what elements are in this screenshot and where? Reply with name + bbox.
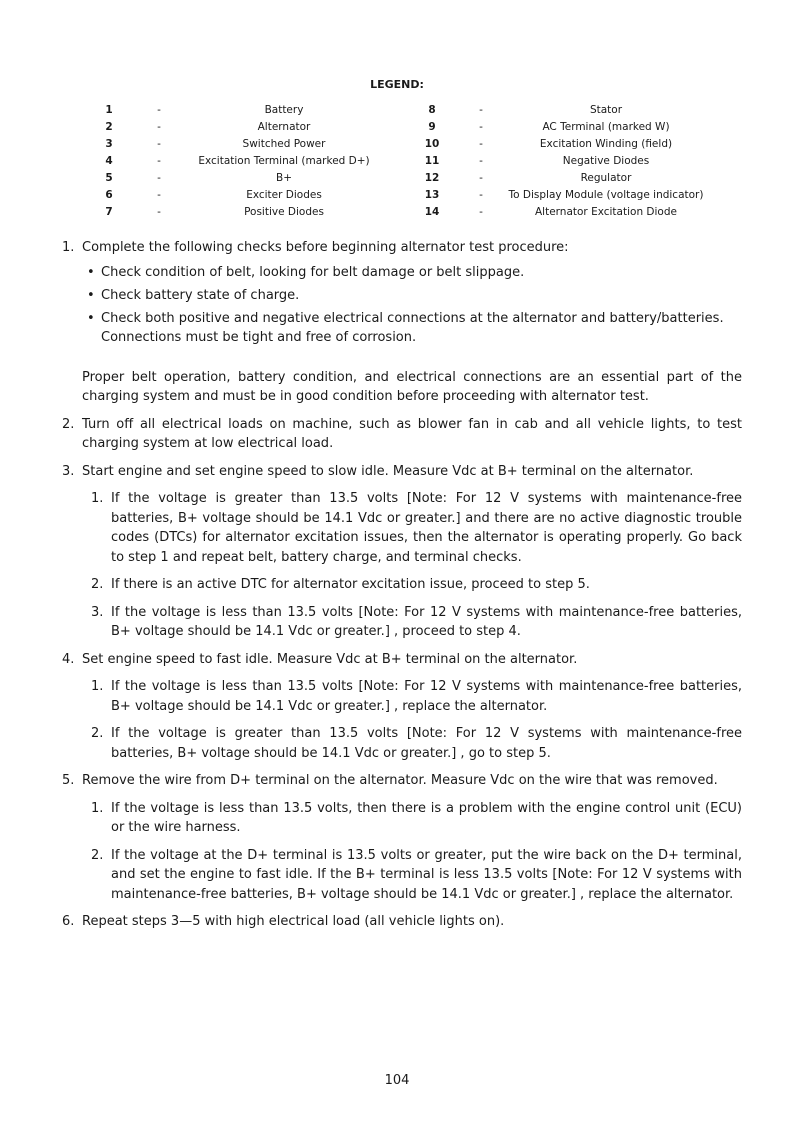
substep-number: 1. [91,491,104,506]
checklist-text: Check battery state of charge. [101,287,300,303]
substep [62,724,742,763]
legend-number: 6 [105,189,113,201]
checklist-item [82,263,742,283]
step-number: 5. [62,773,75,788]
substep-text: If the voltage is less than 13.5 volts [Note: For 12 V systems with maintenance-free batteries, B+ voltage should be 14.1 Vdc or greater.] , replace the alternator. [111,679,742,714]
legend-dash: - [479,172,483,184]
legend-dash: - [157,172,161,184]
checklist-item [82,309,742,348]
step-5-substeps [62,799,742,905]
legend-dash: - [479,206,483,218]
legend-number: 9 [428,121,436,133]
step-6 [62,912,742,932]
bullet-icon: • [87,287,95,303]
legend-number: 8 [428,104,436,116]
substep-number: 2. [91,577,104,592]
step-text: Complete the following checks before beginning alternator test procedure: [82,240,569,255]
substep-number: 2. [91,726,104,741]
legend-row [0,172,794,189]
step-number: 6. [62,914,75,929]
legend-label: B+ [275,172,292,184]
legend-title: LEGEND: [370,78,424,91]
step-number: 4. [62,651,75,667]
step-1 [62,238,742,348]
step-1-note: Proper belt operation, battery condition, and electrical connections are an essential part of the charging system and must be in good condition before proceeding with alternator test. [82,369,742,404]
legend-label: Alternator [257,121,311,133]
substep-text: If the voltage is less than 13.5 volts [Note: For 12 V systems with maintenance-free batteries, B+ voltage should be 14.1 Vdc or greater.] , proceed to step 4. [111,604,742,639]
legend-dash: - [479,138,483,150]
legend-dash: - [479,155,483,167]
step-2 [62,415,742,454]
checklist-text: Check both positive and negative electrical connections at the alternator and battery/batteries. Connections must be tight and free of corrosion. [101,310,724,345]
substep-text: If the voltage is less than 13.5 volts, then there is a problem with the engine control unit (ECU) or the wire harness. [111,800,742,835]
legend-number: 12 [424,172,440,184]
legend-label: Switched Power [242,138,326,150]
substep-number: 1. [91,679,104,694]
substep [62,489,742,567]
substep [62,846,742,905]
checklist [82,263,742,348]
legend-dash: - [479,104,483,116]
legend-number: 10 [424,138,440,150]
legend-label: AC Terminal (marked W) [542,121,670,133]
legend-row [0,155,794,172]
legend-dash: - [157,155,161,167]
legend-number: 13 [424,189,440,201]
legend-label: Excitation Winding (field) [539,138,673,150]
step-5 [62,771,742,791]
step-3 [62,462,742,482]
legend-dash: - [157,206,161,218]
legend-number: 1 [105,104,113,116]
legend-number: 4 [105,155,113,167]
legend-table [0,104,794,223]
legend-number: 5 [105,172,113,184]
legend-label: To Display Module (voltage indicator) [508,189,704,201]
step-4 [62,650,742,670]
legend-number: 3 [105,138,113,150]
step-text: Turn off all electrical loads on machine, such as blower fan in cab and all vehicle lights, to test charging system at low electrical load. [82,416,742,451]
legend-row [0,189,794,206]
legend-dash: - [157,189,161,201]
step-3-substeps [62,489,742,642]
legend-dash: - [157,121,161,133]
procedure-body [62,238,742,940]
legend-label: Battery [264,104,304,116]
substep-text: If the voltage is greater than 13.5 volts [Note: For 12 V systems with maintenance-free batteries, B+ voltage should be 14.1 Vdc or greater.] , go to step 5. [111,726,742,761]
legend-label: Positive Diodes [244,206,324,218]
substep-number: 3. [91,604,104,620]
bullet-icon: • [87,264,95,280]
step-number: 2. [62,416,75,432]
legend-number: 2 [105,121,113,133]
step-number: 3. [62,463,75,479]
legend-number: 11 [424,155,440,167]
legend-label: Exciter Diodes [246,189,322,201]
legend-dash: - [479,121,483,133]
legend-row [0,104,794,121]
substep [62,603,742,642]
page-number: 104 [384,1073,410,1088]
substep-text: If the voltage at the D+ terminal is 13.5 volts or greater, put the wire back on the D+ terminal, and set the engine to fast idle. If the B+ terminal is less 13.5 volts [Note: For 12 V systems with maintenance-free batteries, B+ voltage should be 14.1 Vdc or greater.] , replace the alternator. [111,847,742,902]
legend-row [0,206,794,223]
substep [62,575,742,595]
legend-dash: - [479,189,483,201]
legend-row [0,121,794,138]
bullet-icon: • [87,310,95,326]
substep-text: If the voltage is greater than 13.5 volts [Note: For 12 V systems with maintenance-free batteries, B+ voltage should be 14.1 Vdc or greater.] and there are no active diagnostic trouble codes (DTCs) for alternator excitation issues, then the alternator is operating properly. Go back to step 1 and repeat belt, battery charge, and terminal checks. [111,491,742,565]
step-text: Remove the wire from D+ terminal on the alternator. Measure Vdc on the wire that was removed. [82,773,718,788]
substep-number: 1. [91,800,104,816]
substep [62,677,742,716]
legend-label: Excitation Terminal (marked D+) [198,155,370,167]
legend-label: Negative Diodes [562,155,650,167]
legend-label: Regulator [580,172,632,184]
legend-dash: - [157,104,161,116]
legend-label: Stator [589,104,623,116]
legend-label: Alternator Excitation Diode [534,206,677,218]
step-number: 1. [62,240,75,255]
legend-dash: - [157,138,161,150]
step-text: Start engine and set engine speed to slow idle. Measure Vdc at B+ terminal on the alternator. [82,463,694,479]
checklist-text: Check condition of belt, looking for belt damage or belt slippage. [101,264,525,280]
legend-number: 14 [424,206,440,218]
substep [62,799,742,838]
legend-number: 7 [105,206,113,218]
step-4-substeps [62,677,742,763]
step-text: Set engine speed to fast idle. Measure Vdc at B+ terminal on the alternator. [82,651,578,667]
substep-number: 2. [91,847,104,863]
checklist-item [82,286,742,306]
substep-text: If there is an active DTC for alternator excitation issue, proceed to step 5. [111,577,590,592]
legend-row [0,138,794,155]
step-text: Repeat steps 3—5 with high electrical load (all vehicle lights on). [82,914,505,929]
